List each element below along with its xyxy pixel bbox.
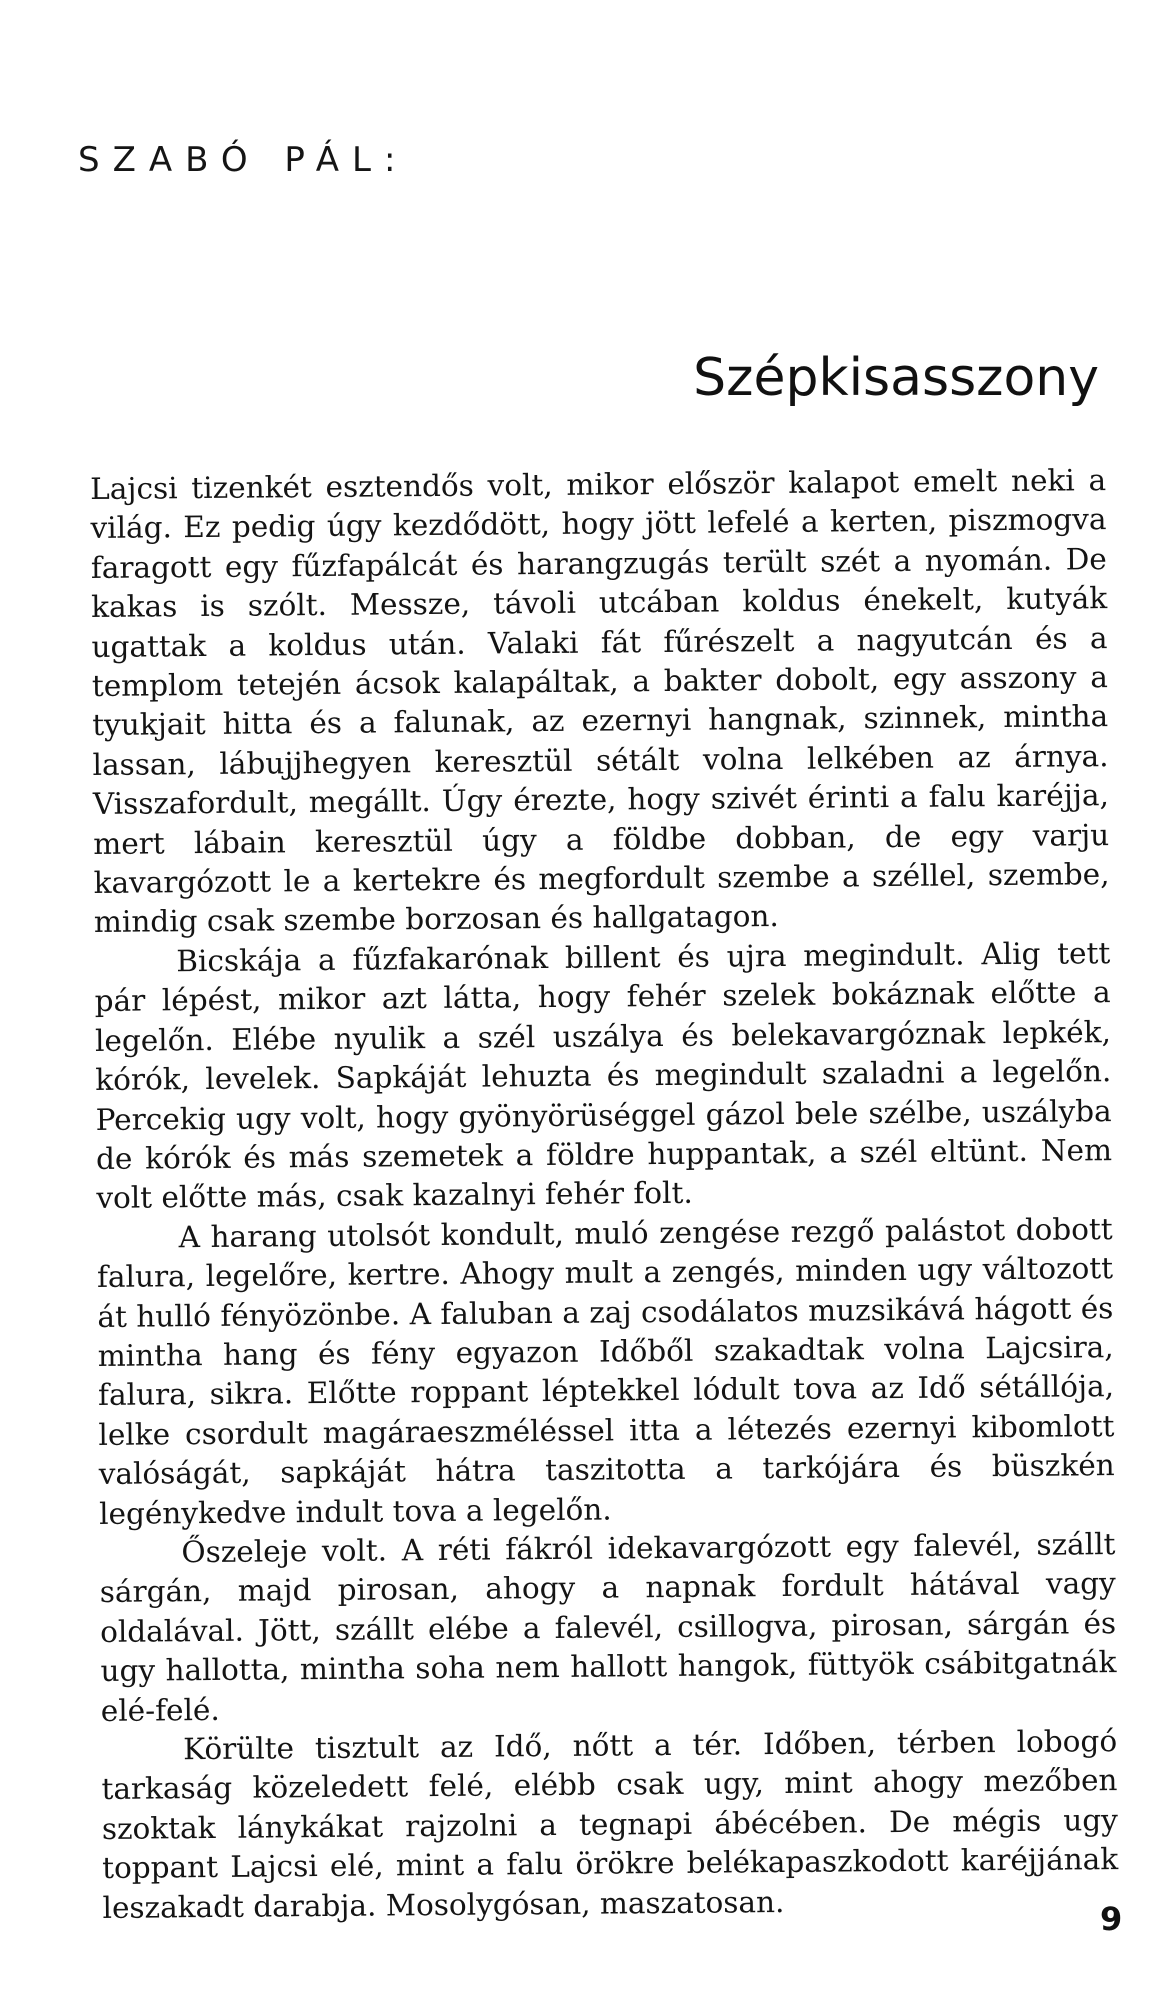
page-number: 9	[1100, 1900, 1123, 1938]
author-name: SZABÓ PÁL:	[78, 140, 409, 180]
paragraph: Körülte tisztult az Idő, nőtt a tér. Időben, térben lobogó tarkaság közeledett felé, elébb csak ugy, mint ahogy mezőben szoktak lánykákat rajzolni a tegnapi ábécében. De mégis ugy toppant Lajcsi elé, mint a falu örökre belékapaszkodott karéjjának leszakadt darabja. Mosolygósan, maszatosan.	[101, 1724, 1119, 1925]
paragraph: A harang utolsót kondult, muló zengése rezgő palástot dobott falura, legelőre, kertre. Ahogy mult a zengés, minden ugy változott át hulló fényözönbe. A faluban a zaj csodálatos muzsikává hágott és mintha hang és fény egyazon Időből szakadtak volna Lajcsira, falura, sikra. Előtte roppant léptekkel lódult tova az Idő sétállója, lelke csordult magáraeszméléssel itta a létezés ezernyi kibomlott valóságát, sapkáját hátra taszitotta a tarkójára és büszkén legénykedve indult tova a legelőn.	[96, 1211, 1115, 1531]
paragraph: Lajcsi tizenkét esztendős volt, mikor először kalapot emelt neki a világ. Ez pedig úgy kezdődött, hogy jött lefelé a kerten, piszmogva faragott egy fűzfapálcát és harangzugás terült szét a nyomán. De kakas is szólt. Messze, távoli utcában koldus énekelt, kutyák ugattak a koldus után. Valaki fát fűrészelt a nagyutcán és a templom tetején ácsok kalapáltak, a bakter dobolt, egy asszony a tyukjait hitta és a falunak, az ezernyi hangnak, szinnek, mintha lassan, lábujjhegyen keresztül sétált volna lelkében az árnya. Visszafordult, megállt. Úgy érezte, hogy szivét érinti a falu karéjja, mert lábain keresztül úgy a földbe dobban, de egy varju kavargózott le a kertekre és megfordult szembe a széllel, szembe, mindig csak szembe borzosan és hallgatagon.	[90, 463, 1110, 940]
story-body	[90, 461, 1119, 1928]
story-title: Szépkisasszony	[693, 348, 1099, 408]
paragraph: Bicskája a fűzfakarónak billent és ujra megindult. Alig tett pár lépést, mikor azt látta, hogy fehér szelek bokáznak előtte a legelőn. Elébe nyulik a szél uszálya és belekavargóznak lepkék, kórók, levelek. Sapkáját lehuzta és megindult szaladni a legelőn. Percekig ugy volt, hogy gyönyörüséggel gázol bele szélbe, uszályba de kórók és más szemetek a földre huppantak, a szél eltünt. Nem volt előtte más, csak kazalnyi fehér folt.	[94, 935, 1113, 1216]
paragraph: Őszeleje volt. A réti fákról idekavargózott egy falevél, szállt sárgán, majd pirosan, ahogy a napnak fordult hátával vagy oldalával. Jött, szállt elébe a falevél, csillogva, pirosan, sárgán és ugy hallotta, mintha soha nem hallott hangok, füttyök csábitgatnák elé-felé.	[99, 1527, 1117, 1728]
